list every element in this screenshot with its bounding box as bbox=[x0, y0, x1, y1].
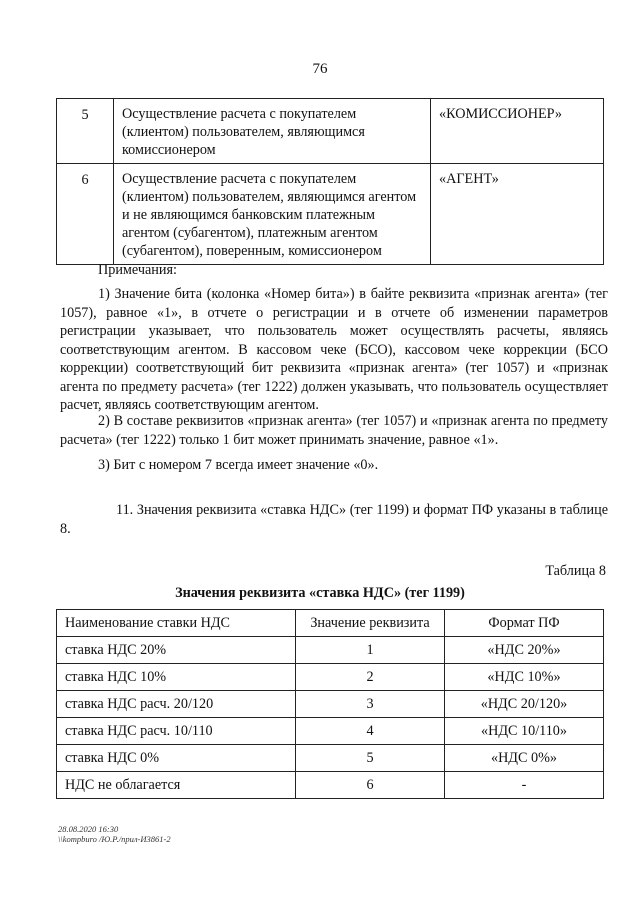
bit-description: Осуществление расчета с покупателем (клиентом) пользователем, являющимся комиссионером bbox=[114, 99, 431, 164]
rate-format: «НДС 10%» bbox=[445, 664, 604, 691]
bit-number: 6 bbox=[57, 164, 114, 265]
rate-value: 1 bbox=[296, 637, 445, 664]
footer-stamp bbox=[58, 824, 171, 844]
rate-format: «НДС 20%» bbox=[445, 637, 604, 664]
column-header: Формат ПФ bbox=[445, 610, 604, 637]
rate-name: ставка НДС расч. 20/120 bbox=[57, 691, 296, 718]
table-row bbox=[57, 164, 604, 265]
rate-name: ставка НДС 10% bbox=[57, 664, 296, 691]
note-2: 2) В составе реквизитов «признак агента» (тег 1057) и «признак агента по предмету расчета» (тег 1222) только 1 бит может принимать значение, равное «1». bbox=[60, 413, 608, 448]
rate-value: 2 bbox=[296, 664, 445, 691]
note-3: 3) Бит с номером 7 всегда имеет значение «0». bbox=[98, 457, 379, 473]
note-1-block bbox=[60, 285, 608, 415]
column-header: Значение реквизита bbox=[296, 610, 445, 637]
bit-number: 5 bbox=[57, 99, 114, 164]
table-row bbox=[57, 691, 604, 718]
table-row bbox=[57, 664, 604, 691]
paragraph-11: 11. Значения реквизита «ставка НДС» (тег 1199) и формат ПФ указаны в таблице 8. bbox=[60, 502, 608, 537]
stamp-path: \\kompburo /Ю.Р./прил-И3861-2 bbox=[58, 834, 171, 844]
note-3-block bbox=[60, 456, 608, 475]
rate-format: «НДС 20/120» bbox=[445, 691, 604, 718]
rate-value: 3 bbox=[296, 691, 445, 718]
rate-value: 6 bbox=[296, 772, 445, 799]
table-row bbox=[57, 637, 604, 664]
vat-rate-table bbox=[56, 609, 604, 799]
bit-value: «КОМИССИОНЕР» bbox=[431, 99, 604, 164]
rate-name: ставка НДС 20% bbox=[57, 637, 296, 664]
table-8-caption: Значения реквизита «ставка НДС» (тег 1199) bbox=[175, 585, 465, 601]
note-2-block bbox=[60, 412, 608, 449]
rate-format: «НДС 0%» bbox=[445, 745, 604, 772]
rate-name: НДС не облагается bbox=[57, 772, 296, 799]
stamp-datetime: 28.08.2020 16:30 bbox=[58, 824, 119, 834]
bit-description: Осуществление расчета с покупателем (клиентом) пользователем, являющимся агентом и не являющимся банковским платежным агентом (субагентом), платежным агентом (субагентом), поверенным, комиссионером bbox=[114, 164, 431, 265]
bit-value: «АГЕНТ» bbox=[431, 164, 604, 265]
table-row bbox=[57, 718, 604, 745]
rate-value: 4 bbox=[296, 718, 445, 745]
note-1: 1) Значение бита (колонка «Номер бита») в байте реквизита «признак агента» (тег 1057), равное «1», в отчете о регистрации и в отчете об изменении параметров регистрации указывает, что пользователь может осуществлять расчеты, являясь соответствующим агентом. В кассовом чеке (БСО), кассовом чеке коррекции (БСО коррекции) соответствующий бит реквизита «признак агента» (тег 1057) и «признак агента по предмету расчета» (тег 1222) должен указывать, что пользователь осуществляет расчет, являясь соответствующим агентом. bbox=[60, 286, 608, 413]
rate-name: ставка НДС расч. 10/110 bbox=[57, 718, 296, 745]
rate-value: 5 bbox=[296, 745, 445, 772]
table-8-label: Таблица 8 bbox=[545, 563, 606, 579]
column-header: Наименование ставки НДС bbox=[57, 610, 296, 637]
table-row bbox=[57, 745, 604, 772]
table-header-row bbox=[57, 610, 604, 637]
rate-format: «НДС 10/110» bbox=[445, 718, 604, 745]
agent-bits-table bbox=[56, 98, 604, 265]
rate-name: ставка НДС 0% bbox=[57, 745, 296, 772]
notes-title: Примечания: bbox=[98, 262, 177, 278]
page-number: 76 bbox=[312, 61, 328, 77]
rate-format: - bbox=[445, 772, 604, 799]
paragraph-11-block bbox=[60, 501, 608, 539]
table-row bbox=[57, 772, 604, 799]
table-row bbox=[57, 99, 604, 164]
